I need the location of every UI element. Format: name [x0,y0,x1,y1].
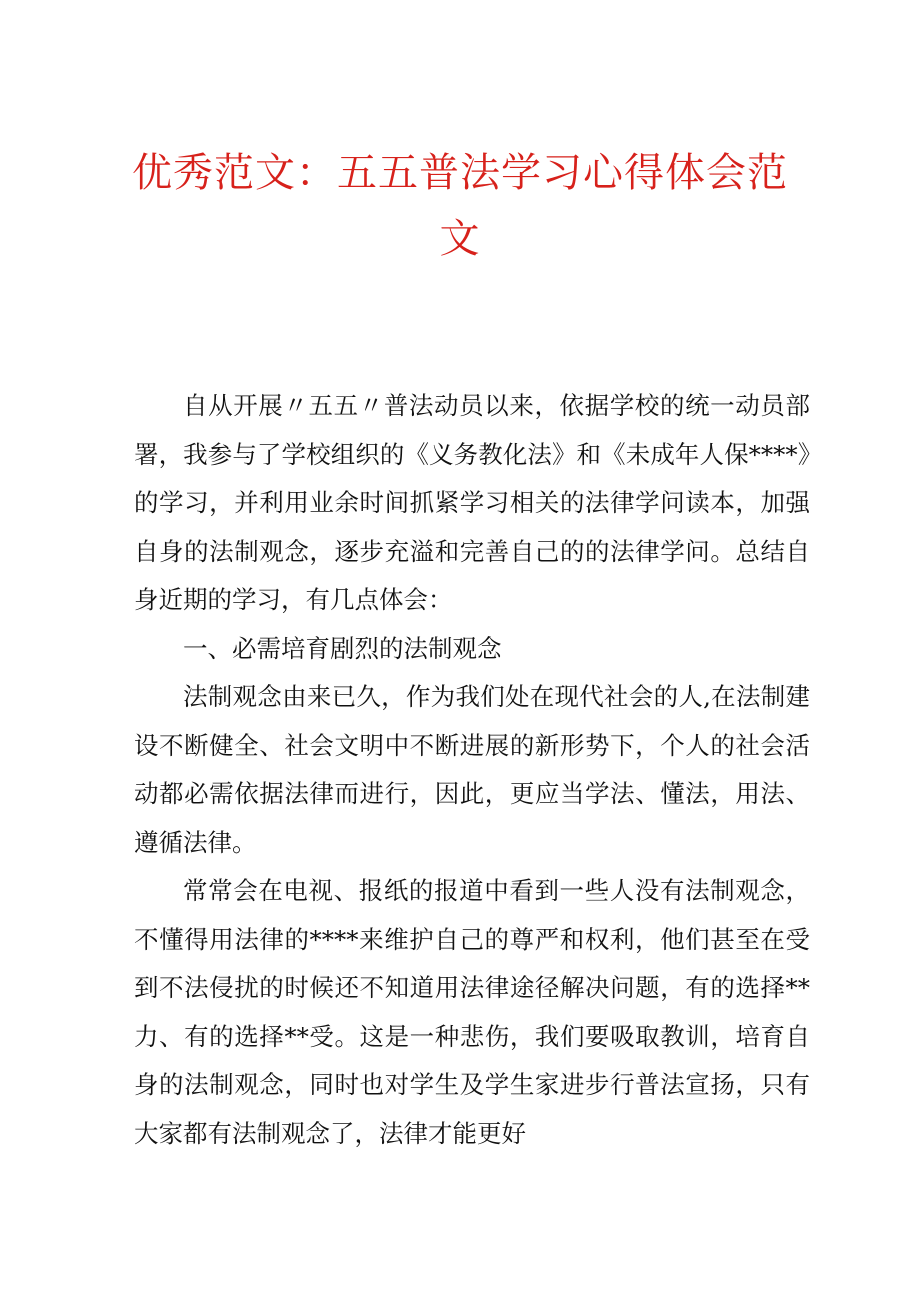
paragraph-legal-concept: 法制观念由来已久，作为我们处在现代社会的人,在法制建设不断健全、社会文明中不断进展的新形势下，个人的社会活动都必需依据法律而进行，因此，更应当学法、懂法，用法、遵循法律。 [134,682,810,857]
paragraph-intro: 自从开展〃五五〃普法动员以来，依据学校的统一动员部署，我参与了学校组织的《义务教化法》和《未成年人保****》的学习，并利用业余时间抓紧学习相关的法律学问读本，加强自身的法制观念，逐步充溢和完善自己的的法律学问。总结自身近期的学习，有几点体会： [134,391,810,614]
paragraph-news-observation: 常常会在电视、报纸的报道中看到一些人没有法制观念，不懂得用法律的****来维护自己的尊严和权利，他们甚至在受到不法侵扰的时候还不知道用法律途径解决问题，有的选择**力、有的选择**受。这是一种悲伤，我们要吸取教训，培育自身的法制观念，同时也对学生及学生家进步行普法宣扬，只有大家都有法制观念了，法律才能更好 [134,876,810,1148]
document-body [134,382,810,1158]
section-heading-1: 一、必需培育剧烈的法制观念 [183,633,502,663]
document-title: 优秀范文：五五普法学习心得体会范文 [132,150,788,262]
